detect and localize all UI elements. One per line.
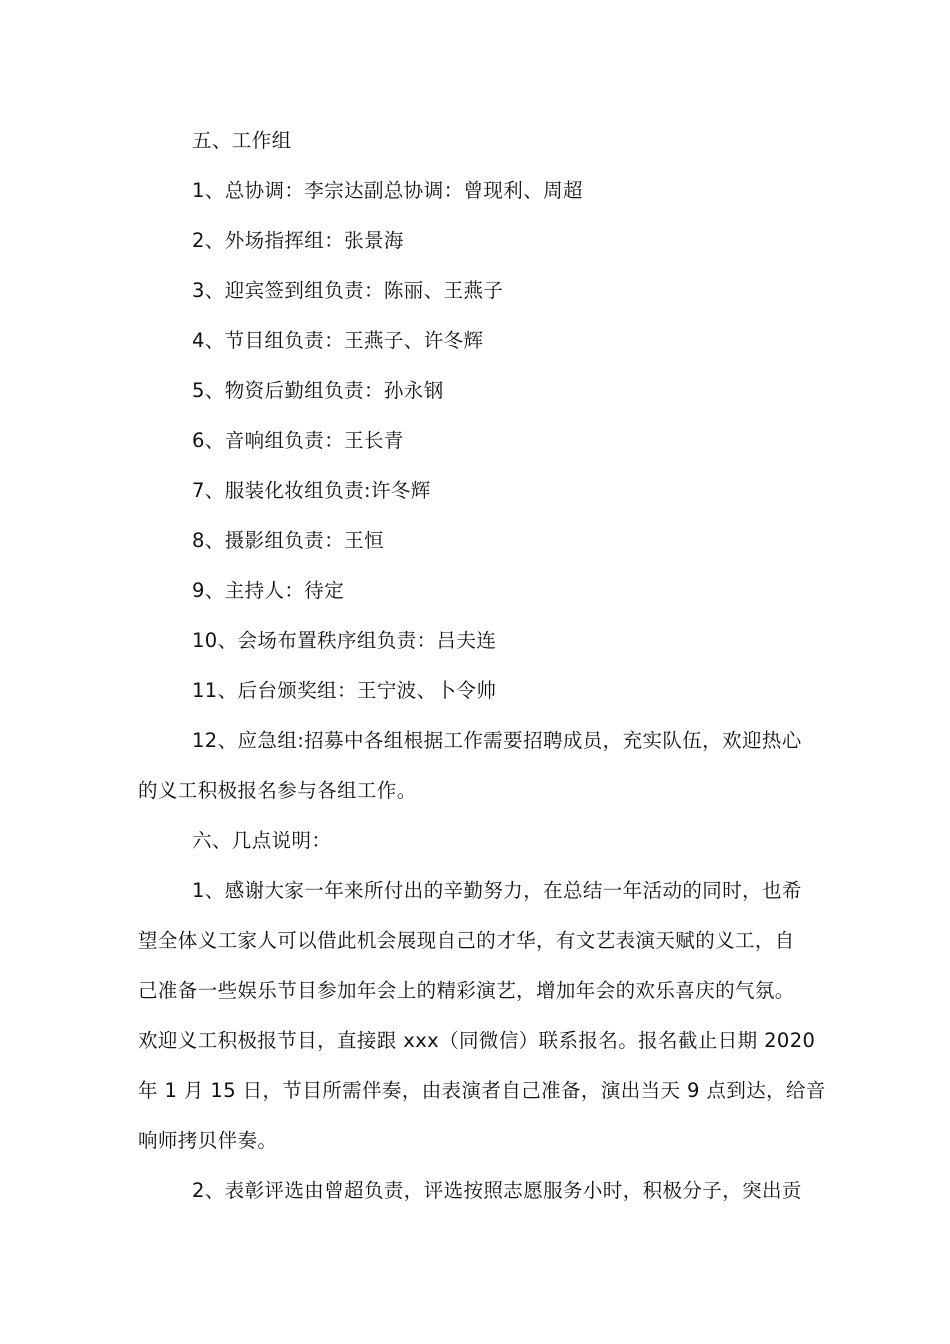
list-item: 5、物资后勤组负责：孙永钢 <box>192 379 444 402</box>
list-item: 10、会场布置秩序组负责：吕夫连 <box>192 629 497 652</box>
note-1-line3: 己准备一些娱乐节目参加年会上的精彩演艺，增加年会的欢乐喜庆的气氛。 <box>138 979 795 1002</box>
list-item: 11、后台颁奖组：王宁波、卜令帅 <box>192 679 497 702</box>
list-item: 1、总协调：李宗达副总协调：曾现利、周超 <box>192 179 583 202</box>
note-1-line5: 年 1 月 15 日，节目所需伴奏，由表演者自己准备，演出当天 9 点到达，给音 <box>138 1079 826 1102</box>
section-heading-notes: 六、几点说明： <box>192 829 332 852</box>
section-heading-work-groups: 五、工作组 <box>192 129 292 152</box>
list-item: 4、节目组负责：王燕子、许冬辉 <box>192 329 484 352</box>
note-2-line1: 2、表彰评选由曾超负责，评选按照志愿服务小时，积极分子，突出贡 <box>192 1179 802 1202</box>
note-1-line6: 响师拷贝伴奏。 <box>138 1129 278 1152</box>
note-1-line1: 1、感谢大家一年来所付出的辛勤努力，在总结一年活动的同时，也希 <box>192 879 802 902</box>
list-item: 6、音响组负责：王长青 <box>192 429 404 452</box>
list-item: 8、摄影组负责：王恒 <box>192 529 384 552</box>
list-item-emergency-line2: 的义工积极报名参与各组工作。 <box>138 779 417 802</box>
list-item: 9、主持人：待定 <box>192 579 345 602</box>
list-item-emergency-line1: 12、应急组:招募中各组根据工作需要招聘成员，充实队伍，欢迎热心 <box>192 729 802 752</box>
list-item: 2、外场指挥组：张景海 <box>192 229 404 252</box>
list-item: 7、服装化妆组负责:许冬辉 <box>192 479 431 502</box>
note-1-line4: 欢迎义工积极报节目，直接跟 xxx（同微信）联系报名。报名截止日期 2020 <box>138 1029 816 1052</box>
note-1-line2: 望全体义工家人可以借此机会展现自己的才华，有文艺表演天赋的义工，自 <box>138 929 795 952</box>
list-item: 3、迎宾签到组负责：陈丽、王燕子 <box>192 279 504 302</box>
